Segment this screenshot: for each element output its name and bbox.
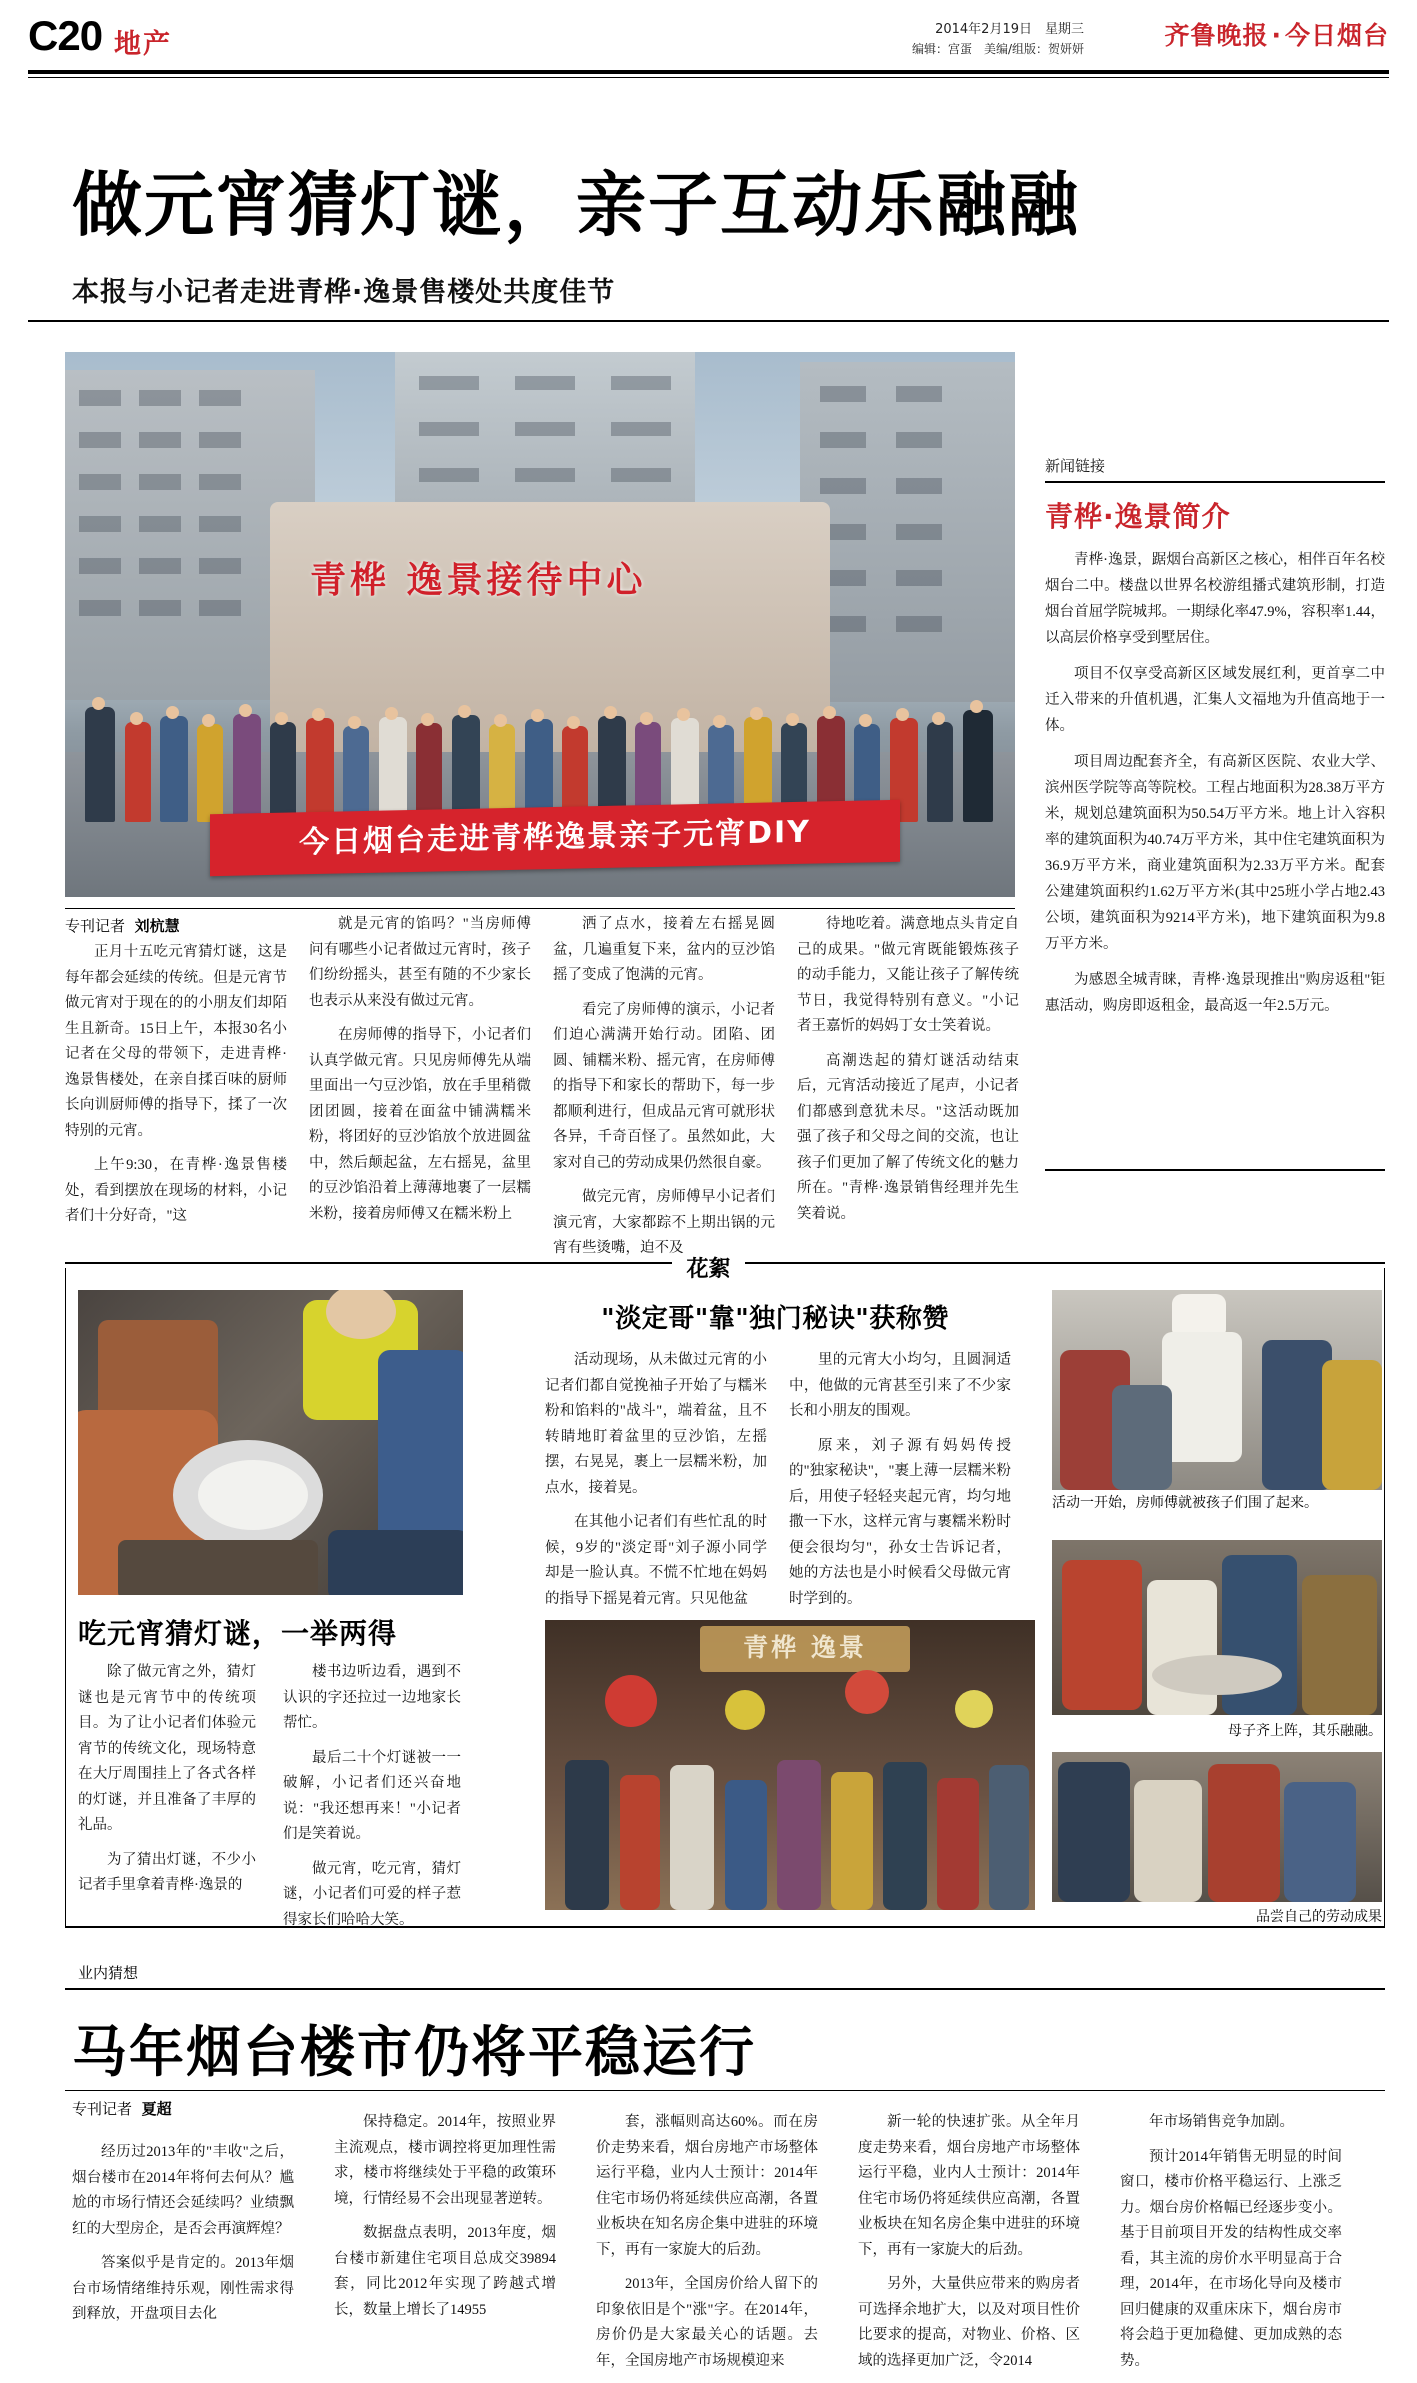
photo-lobby-lantern-riddles	[545, 1620, 1035, 1910]
paragraph: 洒了点水，接着左右摇晃圆盆，几遍重复下来，盆内的豆沙馅摇了变成了饱满的元宵。	[553, 916, 775, 983]
main-subheadline: 本报与小记者走进青桦·逸景售楼处共度佳节	[72, 277, 616, 308]
paragraph: 做元宵，吃元宵，猜灯谜，小记者们可爱的样子惹得家长们哈哈大笑。	[283, 1860, 461, 1928]
article1-byline-label: 专刊记者	[65, 917, 126, 935]
paper-title	[1164, 16, 1389, 52]
story-a-column-2	[283, 1660, 461, 1942]
page-code: C20	[28, 12, 103, 59]
paragraph: 看完了房师傅的演示，小记者们迫心满满开始行动。团陷、团圆、铺糯米粉、摇元宵，在房师傅的指导下和家长的帮助下，每一步都顺利进行，但成品元宵可就形状各异，千奇百怪了。虽然如此，大家对自己的劳动成果仍然很自豪。	[553, 1001, 775, 1171]
photo-mother-and-child	[1052, 1540, 1382, 1715]
photo-kids-making-yuanxiao	[78, 1290, 463, 1595]
photo-tasting-results	[1052, 1752, 1382, 1902]
story-a-title: 吃元宵猜灯谜，一举两得	[78, 1617, 398, 1650]
article3-tab: 业内猜想	[78, 1964, 139, 1982]
headline-rule	[28, 320, 1389, 322]
sidebar-body	[1045, 547, 1385, 1029]
story-b-column-2	[789, 1348, 1011, 1621]
sidebar-paragraph: 为感恩全城青睐，青桦·逸景现推出"购房返租"钜惠活动，购房即返租金，最高返一年2.5万元。	[1045, 972, 1385, 1014]
photo-b-logo-text: 青桦 逸景	[743, 1633, 867, 1662]
crowd	[65, 652, 1015, 822]
article1-column-4	[797, 912, 1019, 1236]
paragraph: 预计2014年销售无明显的时间窗口，楼市价格平稳运行、上涨乏力。烟台房价格幅已经逐步变小。基于目前项目开发的结构性成交率看，其主流的房价水平明显高于合理，2014年，在市场化导向及楼市回归健康的双重床床下，烟台房市将会趋于更加稳健、更加成熟的态势。	[1120, 2148, 1342, 2369]
paragraph: 2013年，全国房价给人留下的印象依旧是个"涨"字。在2014年，房价仍是大家最关心的话题。去年，全国房地产市场规模迎来	[596, 2276, 818, 2369]
paragraph: 楼书边听边看，遇到不认识的字还拉过一边地家长帮忙。	[283, 1664, 461, 1731]
story-b-column-1	[545, 1348, 767, 1621]
paper-title-left: 齐鲁晚报	[1164, 21, 1269, 50]
sidebar-rule	[1045, 481, 1385, 483]
section-name: 地产	[114, 29, 172, 60]
photo-red-banner-text: 今日烟台走进青桦逸景亲子元宵DIY	[299, 814, 811, 861]
article3-headline: 马年烟台楼市仍将平稳运行	[72, 2020, 757, 2084]
sidebar-title: 青桦·逸景简介	[1045, 500, 1231, 533]
article3-byline	[72, 2098, 172, 2119]
paragraph: 高潮迭起的猜灯谜活动结束后，元宵活动接近了尾声，小记者们都感到意犹未尽。"这活动既加强了孩子和父母之间的交流，也让孩子们更加了解了传统文化的魅力所在。"青桦·逸景销售经理并先生笑着说。	[797, 1052, 1019, 1222]
masthead-rule-thin	[28, 77, 1389, 78]
sidebar-paragraph: 项目周边配套齐全，有高新区医院、农业大学、滨州医学院等高等院校。工程占地面积为28.38万平方米，规划总建筑面积为50.54万平方米。地上计入容积率的建筑面积为40.74万平方米，其中住宅建筑面积为36.9万平方米，商业建筑面积为2.33万平方米。配套公建建筑面积约1.62万平方米(其中25班小学占地2.43公顷，建筑面积为9214平方米)，地下建筑面积为9.8万平方米。	[1045, 754, 1385, 952]
masthead	[28, 10, 1389, 68]
story-a-column-1	[78, 1660, 256, 1908]
sidebar-paragraph: 青桦·逸景，踞烟台高新区之核心，相伴百年名校烟台二中。楼盘以世界名校游组播式建筑形制，打造烟台首屈学院城邦。一期绿化率47.9%，容积率1.44，以高层价格享受到墅居住。	[1045, 552, 1385, 646]
paper-title-right: 今日烟台	[1284, 21, 1389, 50]
paragraph: 另外，大量供应带来的购房者可选择余地扩大，以及对项目性价比要求的提高，对物业、价格、区域的选择更加广泛，令2014	[858, 2276, 1080, 2369]
article1-byline	[65, 915, 180, 936]
article1-rule	[65, 908, 1015, 909]
paragraph: 正月十五吃元宵猜灯谜，这是每年都会延续的传统。但是元宵节做元宵对于现在的的小朋友们却陌生且新奇。15日上午，本报30名小记者在父母的带领下，走进青桦·逸景售楼处，在亲自揉百味的厨师长向训厨师傅的指导下，揉了一次特别的元宵。	[65, 944, 287, 1139]
paragraph: 答案似乎是肯定的。2013年烟台市场情绪维持乐观，刚性需求得到释放，开盘项目去化	[72, 2255, 294, 2322]
paragraph: 经历过2013年的"丰收"之后，烟台楼市在2014年将何去何从？尴尬的市场行情还会延续吗？业绩飘红的大型房企，是否会再演辉煌？	[72, 2144, 294, 2237]
paragraph: 上午9:30，在青桦·逸景售楼处，看到摆放在现场的材料，小记者们十分好奇，"这	[65, 1157, 287, 1224]
article3-column-2	[334, 2110, 556, 2332]
photo-chef-surrounded	[1052, 1290, 1382, 1490]
article3-column-1	[72, 2140, 294, 2337]
paragraph: 里的元宵大小均匀，且圆洞适中，他做的元宵甚至引来了不少家长和小朋友的围观。	[789, 1352, 1011, 1419]
paragraph: 新一轮的快速扩张。从全年月度走势来看，烟台房地产市场整体运行平稳，业内人士预计：2014年住宅市场仍将延续供应高潮，各置业板块在知名房企集中进驻的环境下，再有一家旋大的后劲。	[858, 2114, 1080, 2258]
paragraph: 套，涨幅则高达60%。而在房价走势来看，烟台房地产市场整体运行平稳，业内人士预计：2014年住宅市场仍将延续供应高潮，各置业板块在知名房企集中进驻的环境下，再有一家旋大的后劲。	[596, 2114, 818, 2258]
article1-column-2	[309, 912, 531, 1236]
paragraph: 除了做元宵之外，猜灯谜也是元宵节中的传统项目。为了让小记者们体验元宵节的传统文化，现场特意在大厅周围挂上了各式各样的灯谜，并且准备了丰厚的礼品。	[78, 1664, 256, 1833]
caption-photo-e: 品尝自己的劳动成果	[1256, 1910, 1382, 1925]
editor-credit: 编辑：宫蛋 美编/组版：贺妍妍	[911, 42, 1084, 56]
paragraph: 保持稳定。2014年，按照业界主流观点，楼市调控将更加理性需求，楼市将继续处于平稳的政策环境，行情经易不会出现显著逆转。	[334, 2114, 556, 2207]
article3-column-4	[858, 2110, 1080, 2383]
caption-photo-d: 母子齐上阵，其乐融融。	[1228, 1724, 1382, 1739]
article3-byline-name: 夏超	[141, 2100, 172, 2118]
paragraph: 原来，刘子源有妈妈传授的"独家秘诀"，"裹上薄一层糯米粉后，用使子轻轻夹起元宵，均匀地撒一下水，这样元宵与裹糯米粉时便会很均匀"，孙女士告诉记者，她的方法也是小时候看父母做元宵时学到的。	[789, 1437, 1011, 1607]
paragraph: 做完元宵，房师傅早小记者们演元宵，大家都踪不上期出锅的元宵有些烫嘴，迫不及	[553, 1189, 775, 1256]
article3-column-5	[1120, 2110, 1342, 2383]
publication-date: 2014年2月19日 星期三	[935, 22, 1084, 37]
article3-rule	[65, 1988, 1385, 1990]
article1-column-3	[553, 912, 775, 1271]
article1-byline-name: 刘杭慧	[134, 917, 180, 935]
paragraph: 在房师傅的指导下，小记者们认真学做元宵。只见房师傅先从端里面出一勺豆沙馅，放在手里稍微团团圆，接着在面盆中铺满糯米粉，将团好的豆沙馅放个放进圆盆中，然后颠起盆，左右摇晃，盆里的豆沙馅沿着上薄薄地裹了一层糯米粉，接着房师傅又在糯米粉上	[309, 1027, 531, 1222]
sidebar-bottom-rule	[1045, 1169, 1385, 1171]
article3-byline-label: 专刊记者	[72, 2100, 133, 2118]
article1-column-1	[65, 940, 287, 1239]
paper-title-sep: ·	[1271, 21, 1282, 50]
caption-photo-c: 活动一开始，房师傅就被孩子们围了起来。	[1052, 1496, 1318, 1511]
building-sign-text: 青桦 逸景接待中心	[310, 560, 647, 601]
main-headline: 做元宵猜灯谜，亲子互动乐融融	[72, 164, 1080, 246]
paragraph: 最后二十个灯谜被一一破解，小记者们还兴奋地说："我还想再来！"小记者们是笑着说。	[283, 1749, 461, 1842]
sidebar-tab: 新闻链接	[1045, 457, 1106, 475]
paragraph: 待地吃着。满意地点头肯定自己的成果。"做元宵既能锻炼孩子的动手能力，又能让孩子了解传统节日，我觉得特别有意义。"小记者王嘉忻的妈妈丁女士笑着说。	[797, 916, 1019, 1034]
paragraph: 年市场销售竞争加剧。	[1149, 2114, 1294, 2130]
middle-section-title-text: 花絮	[672, 1257, 744, 1282]
main-photo	[65, 352, 1015, 897]
building-sign	[310, 552, 780, 604]
paragraph: 数据盘点表明，2013年度，烟台楼市新建住宅项目总成交39894套，同比2012年实现了跨越式增长，数量上增长了14955	[334, 2225, 556, 2318]
paragraph: 为了猜出灯谜，不少小记者手里拿着青桦·逸景的	[78, 1851, 256, 1893]
paragraph: 在其他小记者们有些忙乱的时候，9岁的"淡定哥"刘子源小同学却是一脸认真。不慌不忙地在妈妈的指导下摇晃着元宵。只见他盆	[545, 1514, 767, 1607]
paragraph: 就是元宵的馅吗？"当房师傅问有哪些小记者做过元宵时，孩子们纷纷摇头，甚至有随的不少家长也表示从来没有做过元宵。	[309, 916, 531, 1009]
article3-rule-2	[65, 2090, 1385, 2091]
masthead-rule	[28, 70, 1389, 74]
story-b-title: "淡定哥"靠"独门秘诀"获称赞	[601, 1304, 949, 1334]
sidebar-paragraph: 项目不仅享受高新区区域发展红利，更首享二中迁入带来的升值机遇，汇集人文福地为升值高地于一体。	[1045, 666, 1385, 734]
sidebar-news-link	[1045, 455, 1385, 1165]
article3-column-3	[596, 2110, 818, 2383]
paragraph: 活动现场，从未做过元宵的小记者们都自觉挽袖子开始了与糯米粉和馅料的"战斗"，端着盆，且不转睛地盯着盆里的豆沙馅，左摇摆，右晃晃，裹上一层糯米粉，加点水，接着晃。	[545, 1352, 767, 1496]
